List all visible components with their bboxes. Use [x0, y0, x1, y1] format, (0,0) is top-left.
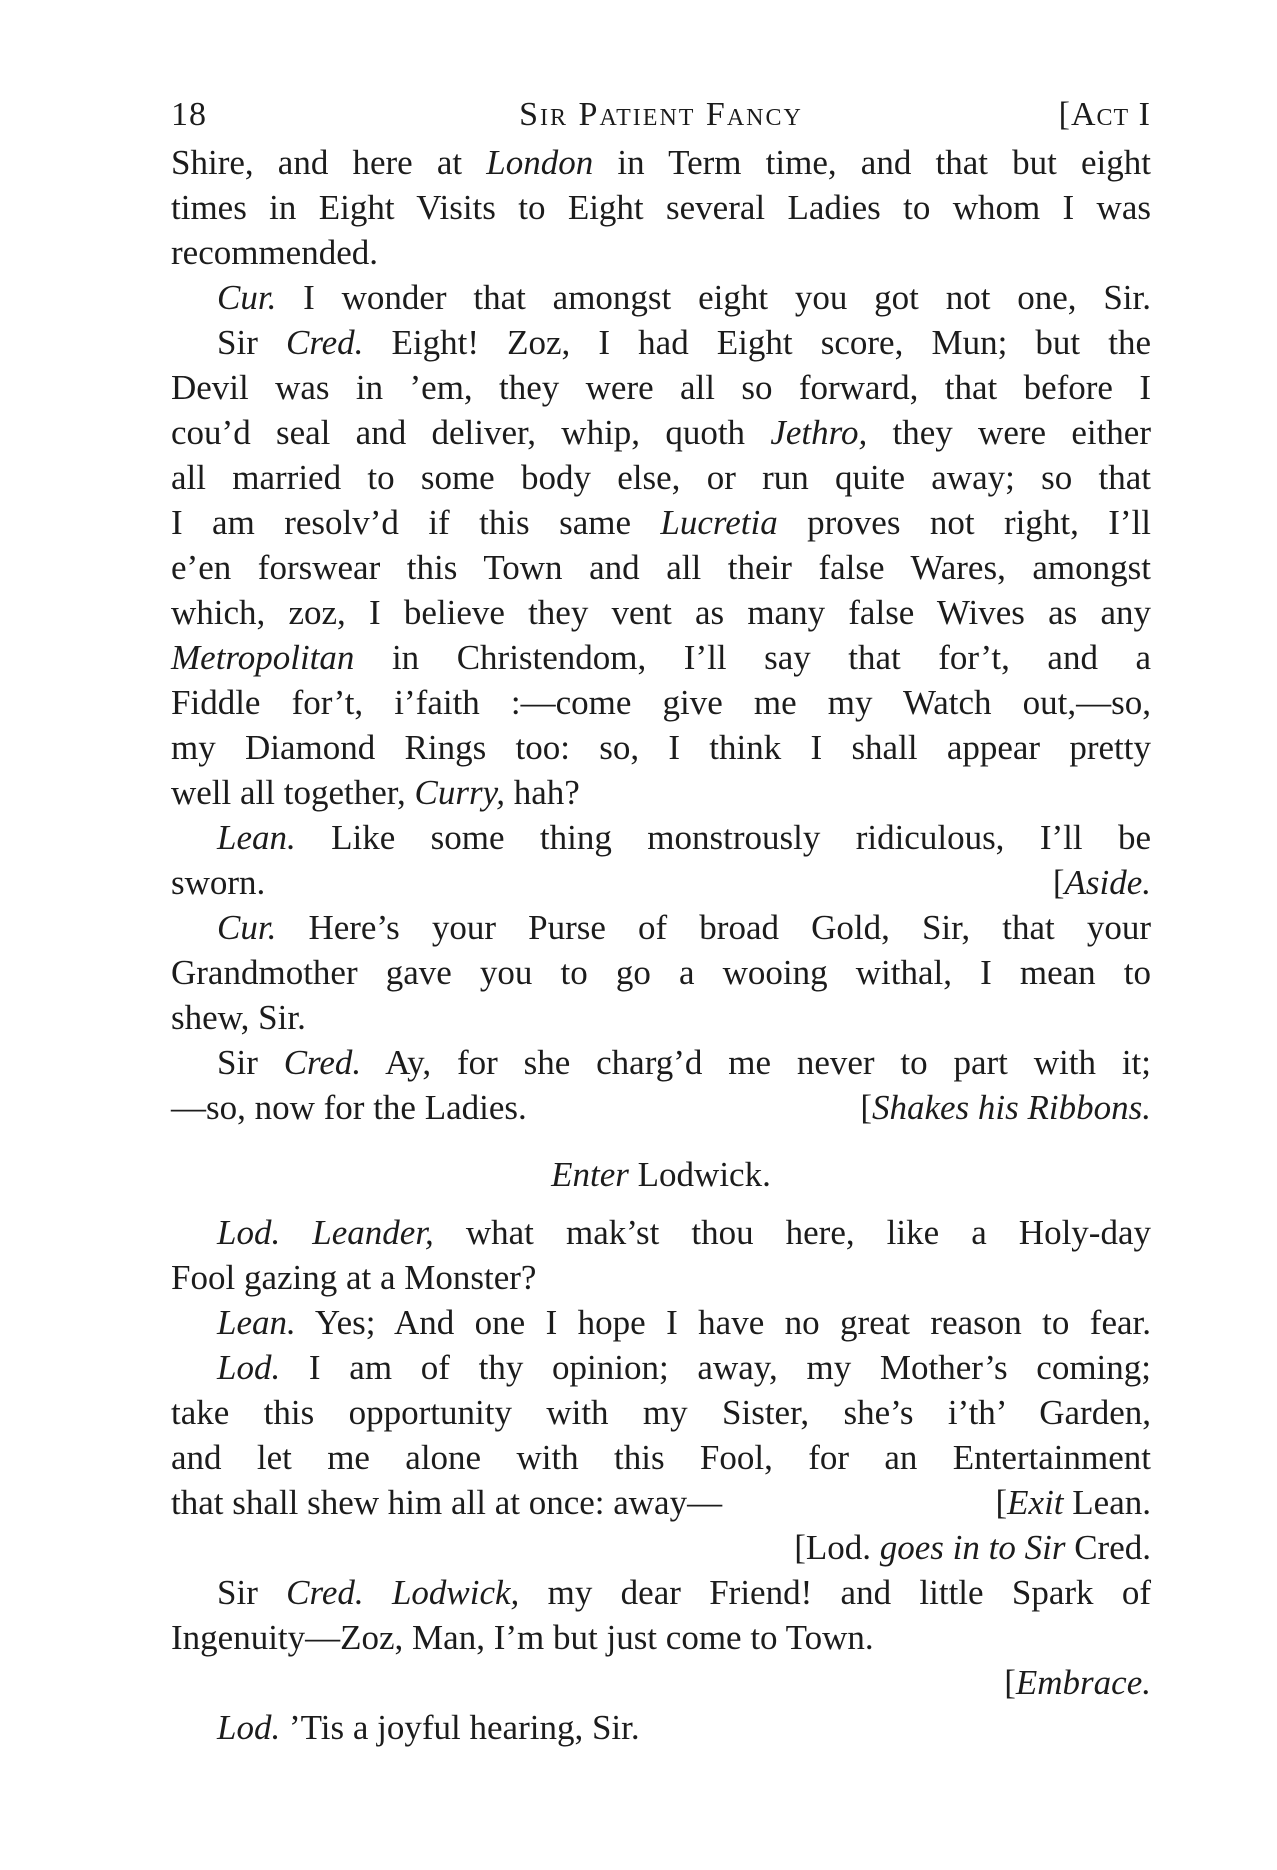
speech-line: Sir Cred. Ay, for she charg’d me never to part with it; — [217, 1043, 1151, 1082]
text-line: e’en forswear this Town and all their false Wares, amongst — [171, 548, 1151, 587]
text-line: and let me alone with this Fool, for an Entertainment — [171, 1438, 1151, 1477]
text-line: shew, Sir. — [171, 998, 306, 1037]
text-line: sworn. [Aside. — [171, 860, 1151, 905]
text-line: Shire, and here at London in Term time, and that but eight — [171, 143, 1152, 182]
speaker: Cur. — [217, 908, 277, 947]
stage-direction: [Lod. goes in to Sir Cred. — [794, 1528, 1151, 1567]
running-header — [171, 92, 1151, 140]
stage-direction: [Exit Lean. — [995, 1483, 1151, 1522]
speech-line: Sir Cred. Lodwick, my dear Friend! and little Spark of — [217, 1573, 1152, 1612]
text-line: take this opportunity with my Sister, she’s i’th’ Garden, — [171, 1393, 1151, 1432]
speech-line: Lod. Leander, what mak’st thou here, like a Holy-day — [217, 1213, 1151, 1252]
stage-entrance: Enter Lodwick. — [551, 1155, 771, 1194]
speaker: Cred. — [283, 1043, 362, 1082]
text-line: recommended. — [171, 233, 378, 272]
speaker: Lean. — [217, 1303, 296, 1342]
text-line: Fool gazing at a Monster? — [171, 1258, 537, 1297]
speech-line: Sir Cred. Eight! Zoz, I had Eight score, Mun; but the — [217, 323, 1151, 362]
speaker: Lod. — [217, 1708, 281, 1747]
running-title: Sir Patient Fancy — [519, 96, 803, 133]
text-line: Metropolitan in Christendom, I’ll say that for’t, and a — [171, 638, 1151, 677]
speaker: Cred. — [285, 323, 364, 362]
text-line: I am resolv’d if this same Lucretia proves not right, I’ll — [171, 503, 1151, 542]
stage-direction: [Embrace. — [1004, 1663, 1151, 1702]
text-line: Grandmother gave you to go a wooing withal, I mean to — [171, 953, 1151, 992]
speech-line: Lean. Yes; And one I hope I have no great reason to fear. — [217, 1303, 1151, 1342]
text-line: —so, now for the Ladies. [Shakes his Ribbons. — [171, 1085, 1151, 1130]
text-line: cou’d seal and deliver, whip, quoth Jethro, they were either — [171, 413, 1151, 452]
stage-direction: [Aside. — [1052, 863, 1151, 902]
text-line: times in Eight Visits to Eight several Ladies to whom I was — [171, 188, 1151, 227]
text-line: that shall shew him all at once: away— [Exit Lean. — [171, 1480, 1151, 1525]
stage-direction: [Shakes his Ribbons. — [860, 1088, 1151, 1127]
speech-line: Cur. Here’s your Purse of broad Gold, Sir, that your — [217, 908, 1151, 947]
book-page — [171, 92, 1151, 1750]
text-line: well all together, Curry, hah? — [171, 773, 580, 812]
text-line: my Diamond Rings too: so, I think I shall appear pretty — [171, 728, 1151, 767]
speech-line: Cur. I wonder that amongst eight you got not one, Sir. — [217, 278, 1151, 317]
speech-line: Lean. Like some thing monstrously ridiculous, I’ll be — [217, 818, 1151, 857]
speech-line: Lod. I am of thy opinion; away, my Mother’s coming; — [217, 1348, 1151, 1387]
text-line: which, zoz, I believe they vent as many false Wives as any — [171, 593, 1151, 632]
speaker: Lod. — [217, 1213, 281, 1252]
text-line: Fiddle for’t, i’faith :—come give me my Watch out,—so, — [171, 683, 1151, 722]
text-line: all married to some body else, or run quite away; so that — [171, 458, 1151, 497]
text-line: Devil was in ’em, they were all so forward, that before I — [171, 368, 1151, 407]
act-label: [Act I — [1058, 96, 1151, 133]
page-number: 18 — [171, 96, 207, 133]
speech-line: Lod. ’Tis a joyful hearing, Sir. — [217, 1708, 640, 1747]
speaker: Cur. — [217, 278, 277, 317]
speaker: Lod. — [217, 1348, 281, 1387]
speaker: Lean. — [217, 818, 296, 857]
speaker: Cred. — [286, 1573, 364, 1612]
text-line: Ingenuity—Zoz, Man, I’m but just come to Town. — [171, 1618, 874, 1657]
